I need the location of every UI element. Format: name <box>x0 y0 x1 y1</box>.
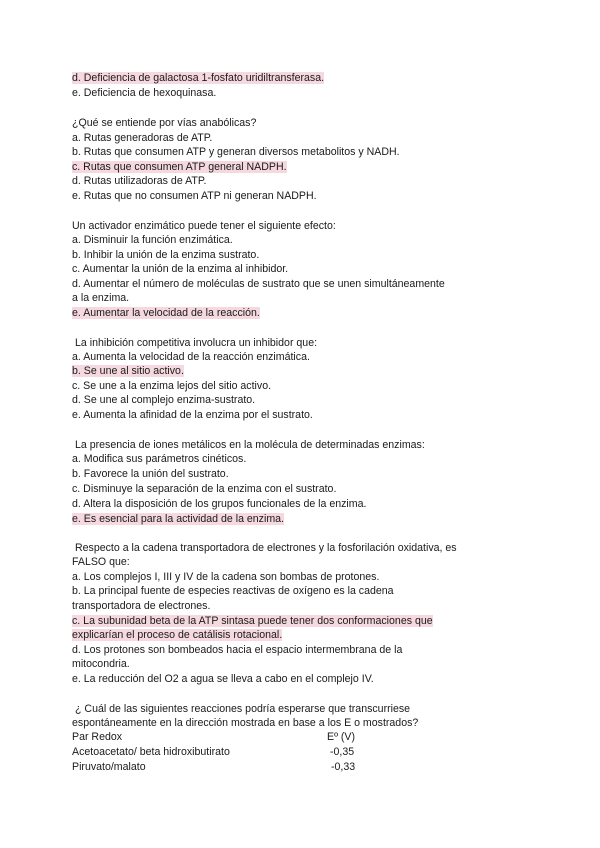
q3-option-c: c. Se une a la enzima lejos del sitio activo. <box>72 380 272 392</box>
q5-option-c: c. La subunidad beta de la ATP sintasa puede tener dos conformaciones que <box>72 615 433 627</box>
q3-question: La inhibición competitiva involucra un inhibidor que: <box>75 337 318 349</box>
q6-question-cont: espontáneamente en la dirección mostrada en base a los E o mostrados? <box>72 717 419 729</box>
q4-option-c: c. Disminuye la separación de la enzima con el sustrato. <box>72 483 337 495</box>
q5-option-a: a. Los complejos I, III y IV de la cadena son bombas de protones. <box>72 571 380 583</box>
q3-option-a: a. Aumenta la velocidad de la reacción enzimática. <box>72 351 310 363</box>
q6-table-header <box>72 731 452 745</box>
q6-header-pair: Par Redox <box>72 731 123 743</box>
q2-option-d: d. Aumentar el número de moléculas de sustrato que se unen simultáneamente <box>72 278 445 290</box>
q5-option-d-cont: mitocondria. <box>72 658 130 670</box>
q1-question: ¿Qué se entiende por vías anabólicas? <box>72 117 257 129</box>
q2-option-d-cont: a la enzima. <box>72 292 130 304</box>
q2-option-e: e. Aumentar la velocidad de la reacción. <box>72 307 260 319</box>
q5-option-d: d. Los protones son bombeados hacia el espacio intermembrana de la <box>72 644 403 656</box>
q2-question: Un activador enzimático puede tener el siguiente efecto: <box>72 220 336 232</box>
q2-option-a: a. Disminuir la función enzimática. <box>72 234 233 246</box>
q4-option-b: b. Favorece la unión del sustrato. <box>72 468 229 480</box>
q3-option-d: d. Se une al complejo enzima-sustrato. <box>72 394 256 406</box>
top-option-d: d. Deficiencia de galactosa 1-fosfato uridiltransferasa. <box>72 72 325 84</box>
q3-option-b: b. Se une al sitio activo. <box>72 365 184 377</box>
q6-row-value: -0,35 <box>330 746 355 758</box>
table-row <box>72 746 452 760</box>
q5-option-b-cont: transportadora de electrones. <box>72 600 211 612</box>
q6-row-value: -0,33 <box>331 761 356 773</box>
q6-row-pair: Acetoacetato/ beta hidroxibutirato <box>72 746 230 758</box>
q4-question: La presencia de iones metálicos en la molécula de determinadas enzimas: <box>75 439 425 451</box>
top-option-e: e. Deficiencia de hexoquinasa. <box>72 87 217 99</box>
q1-option-d: d. Rutas utilizadoras de ATP. <box>72 175 207 187</box>
q3-option-e: e. Aumenta la afinidad de la enzima por el sustrato. <box>72 409 313 421</box>
q4-option-a: a. Modifica sus parámetros cinéticos. <box>72 453 247 465</box>
q2-option-c: c. Aumentar la unión de la enzima al inhibidor. <box>72 263 289 275</box>
q4-option-e: e. Es esencial para la actividad de la enzima. <box>72 513 284 525</box>
q6-question: ¿ Cuál de las siguientes reacciones podría esperarse que transcurriese <box>75 703 411 715</box>
q5-question-cont: FALSO que: <box>72 556 130 568</box>
q2-option-b: b. Inhibir la unión de la enzima sustrato. <box>72 249 260 261</box>
q5-option-b: b. La principal fuente de especies reactivas de oxígeno es la cadena <box>72 585 394 597</box>
q1-option-b: b. Rutas que consumen ATP y generan diversos metabolitos y NADH. <box>72 146 400 158</box>
q5-option-c-cont: explicarían el proceso de catálisis rotacional. <box>72 629 283 641</box>
q1-option-a: a. Rutas generadoras de ATP. <box>72 132 213 144</box>
table-row <box>72 761 452 775</box>
q6-row-pair: Piruvato/malato <box>72 761 146 773</box>
q1-option-c: c. Rutas que consumen ATP general NADPH. <box>72 161 287 173</box>
q4-option-d: d. Altera la disposición de los grupos funcionales de la enzima. <box>72 498 367 510</box>
q6-header-potential: Eº (V) <box>327 731 355 743</box>
q5-question: Respecto a la cadena transportadora de electrones y la fosforilación oxidativa, es <box>75 542 457 554</box>
q1-option-e: e. Rutas que no consumen ATP ni generan NADPH. <box>72 190 317 202</box>
q5-option-e: e. La reducción del O2 a agua se lleva a cabo en el complejo IV. <box>72 673 374 685</box>
